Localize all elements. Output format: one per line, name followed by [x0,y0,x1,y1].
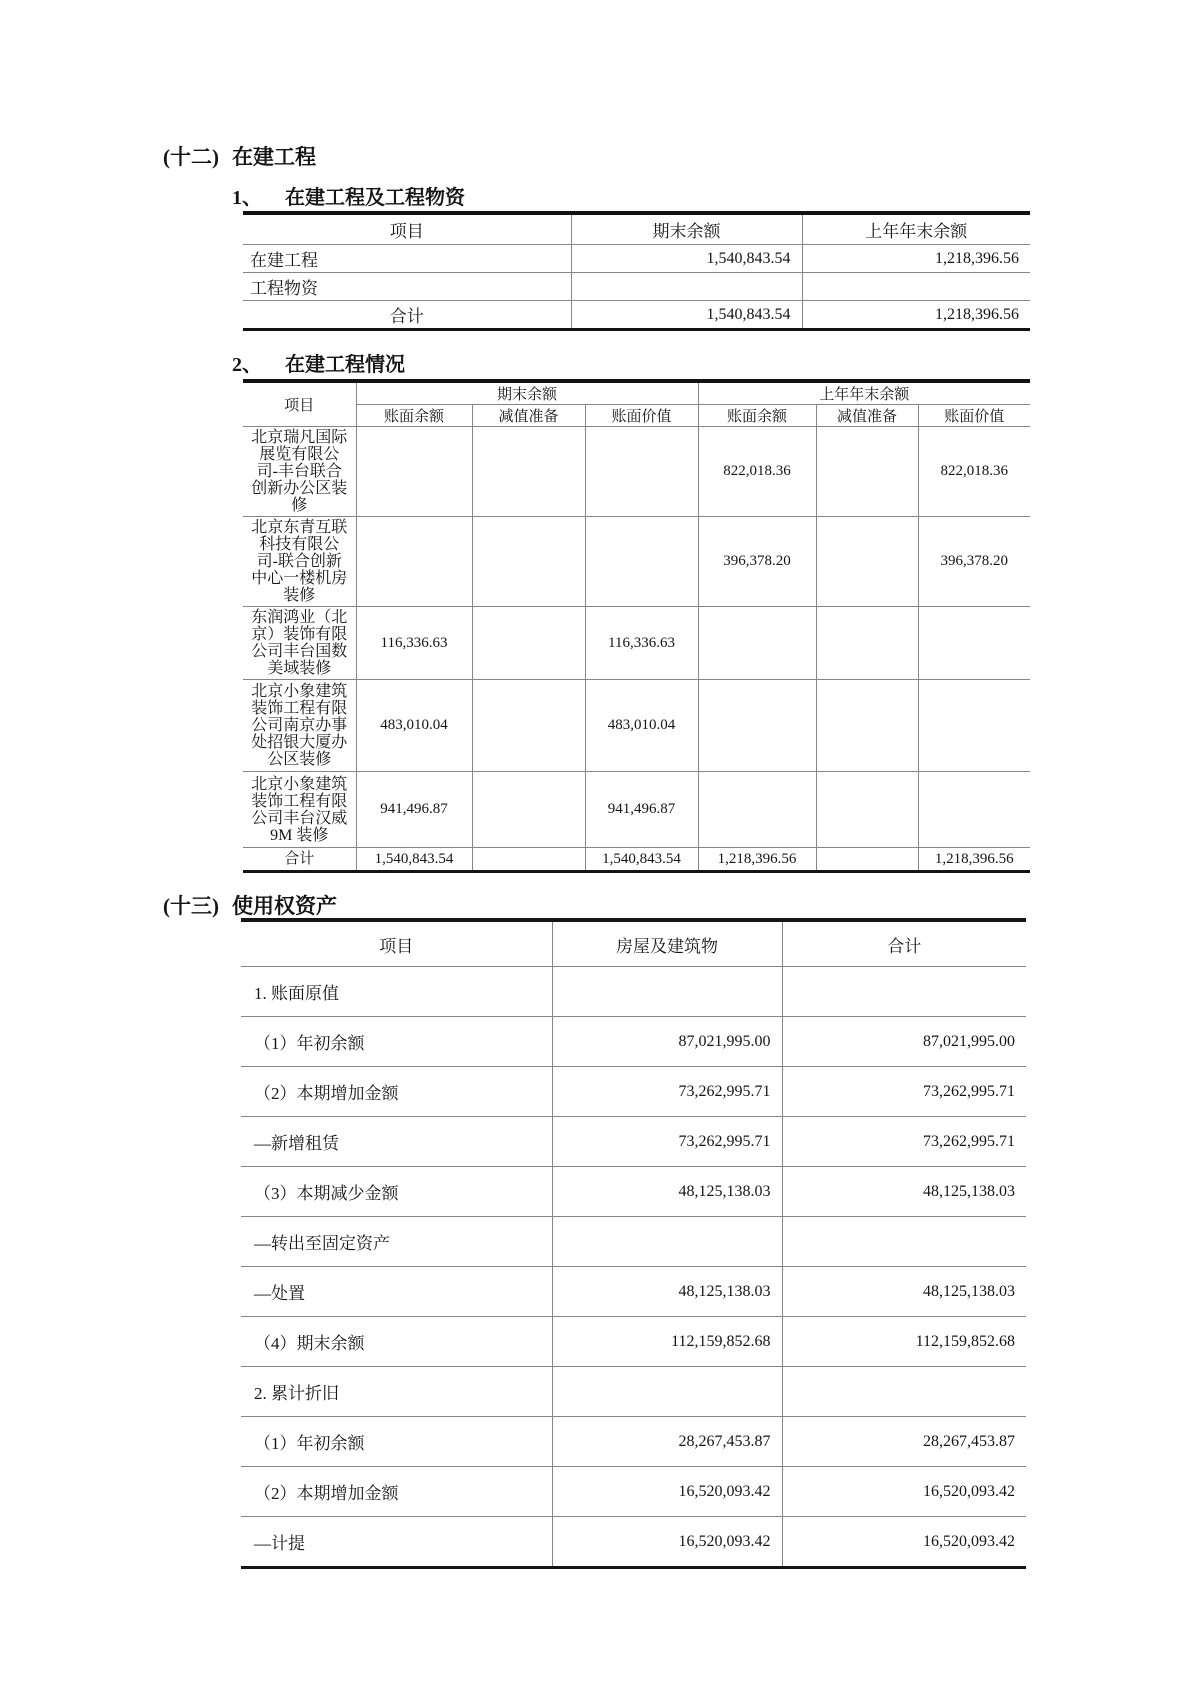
table-cell [472,427,585,517]
table-cell: 期末余额 [356,381,698,405]
table-cell: 账面余额 [698,405,816,427]
table-cell: —处置 [241,1267,552,1317]
table-cell: （3）本期减少金额 [241,1167,552,1217]
table-cell: 73,262,995.71 [782,1117,1026,1167]
table-cell: 1,540,843.54 [585,848,698,872]
section-title: 在建工程 [232,145,316,169]
table-cell [585,517,698,607]
table-cell: 合计 [782,920,1026,967]
table-row [241,1017,1026,1067]
table-row [243,680,1030,772]
table-cell: 项目 [243,213,571,245]
table-header-row [243,213,1030,245]
table-cell: 减值准备 [816,405,918,427]
table-cell [918,680,1030,772]
table-cell: 73,262,995.71 [552,1067,782,1117]
table-cell [918,607,1030,680]
table-cell: —新增租赁 [241,1117,552,1167]
table-cell: 1,540,843.54 [356,848,472,872]
table-cell: 账面价值 [918,405,1030,427]
table-cell: 北京小象建筑装饰工程有限公司南京办事处招银大厦办公区装修 [243,680,356,772]
table-cell: 87,021,995.00 [782,1017,1026,1067]
table-cell: 1,218,396.56 [698,848,816,872]
table-cell: —计提 [241,1517,552,1568]
table-cell: 1,540,843.54 [571,301,802,330]
table-cell: 396,378.20 [698,517,816,607]
table-cell: 1,218,396.56 [802,245,1030,273]
table-cell: 房屋及建筑物 [552,920,782,967]
table-cell: 2. 累计折旧 [241,1367,552,1417]
table-cell [782,1217,1026,1267]
table-cell [472,607,585,680]
table-cell [356,427,472,517]
table-row [241,1117,1026,1167]
table-cell: 28,267,453.87 [782,1417,1026,1467]
table-cell: 1. 账面原值 [241,967,552,1017]
table-cell: 账面价值 [585,405,698,427]
table-cell: 上年年末余额 [802,213,1030,245]
table-cell: 上年年末余额 [698,381,1030,405]
construction-in-progress-detail-table [243,379,1030,873]
section-number: (十三) [163,894,219,918]
table-cell [552,1367,782,1417]
construction-in-progress-summary-table [243,211,1030,331]
table-row [241,967,1026,1017]
table-cell [552,1217,782,1267]
table-cell: 822,018.36 [698,427,816,517]
subsection-title: 在建工程情况 [285,354,405,376]
table-cell: （2）本期增加金额 [241,1067,552,1117]
table-cell: 116,336.63 [585,607,698,680]
table-cell: 16,520,093.42 [552,1467,782,1517]
table-cell: 减值准备 [472,405,585,427]
subsection-number: 2、 [232,354,262,376]
table-cell: 822,018.36 [918,427,1030,517]
table-cell: 北京瑞凡国际展览有限公司-丰台联合创新办公区装修 [243,427,356,517]
table-row [243,607,1030,680]
table-cell: 合计 [243,301,571,330]
table-cell: 48,125,138.03 [782,1267,1026,1317]
table-cell: 112,159,852.68 [552,1317,782,1367]
table-row [241,1317,1026,1367]
table-row [243,772,1030,848]
table-cell: 东润鸿业（北京）装饰有限公司丰台国数美域装修 [243,607,356,680]
table-cell: 116,336.63 [356,607,472,680]
table-row [243,427,1030,517]
table-cell [918,772,1030,848]
table-total-row [243,848,1030,872]
table-cell: （2）本期增加金额 [241,1467,552,1517]
table-row [241,1167,1026,1217]
table-cell: （4）期末余额 [241,1317,552,1367]
table-group-header-row [243,381,1030,405]
table-cell: 28,267,453.87 [552,1417,782,1467]
table-cell: 483,010.04 [585,680,698,772]
subsection-2-heading [232,354,405,377]
table-row [241,1417,1026,1467]
table-cell: 87,021,995.00 [552,1017,782,1067]
table-subheader-row [243,405,1030,427]
table-cell: 1,218,396.56 [802,301,1030,330]
table-cell [802,273,1030,301]
table-cell: 48,125,138.03 [552,1167,782,1217]
table-cell [571,273,802,301]
table-row [241,1467,1026,1517]
table-cell [585,427,698,517]
table-cell: 16,520,093.42 [782,1517,1026,1568]
table-row [241,1367,1026,1417]
table-cell: 项目 [241,920,552,967]
table-cell [472,517,585,607]
table-row [243,273,1030,301]
table-total-row [243,301,1030,330]
table-cell: （1）年初余额 [241,1017,552,1067]
table-cell: 在建工程 [243,245,571,273]
table-cell [816,607,918,680]
table-cell: 北京东青互联科技有限公司-联合创新中心一楼机房装修 [243,517,356,607]
table-row [243,245,1030,273]
table-cell [472,772,585,848]
table-row [241,1267,1026,1317]
table-cell: —转出至固定资产 [241,1217,552,1267]
table-cell: 483,010.04 [356,680,472,772]
table-cell: 73,262,995.71 [782,1067,1026,1117]
table-cell [698,772,816,848]
table-cell: 16,520,093.42 [782,1467,1026,1517]
subsection-title: 在建工程及工程物资 [285,187,465,209]
subsection-1-heading [232,187,465,210]
table-cell: 48,125,138.03 [782,1167,1026,1217]
table-cell [472,680,585,772]
table-cell: 期末余额 [571,213,802,245]
table-cell: 工程物资 [243,273,571,301]
table-cell: 项目 [243,381,356,427]
table-cell [356,517,472,607]
table-cell [816,427,918,517]
table-row [243,517,1030,607]
table-cell [698,680,816,772]
table-cell [782,1367,1026,1417]
table-cell: 合计 [243,848,356,872]
table-cell: 941,496.87 [585,772,698,848]
table-cell: （1）年初余额 [241,1417,552,1467]
table-cell: 941,496.87 [356,772,472,848]
table-cell: 账面余额 [356,405,472,427]
table-cell [782,967,1026,1017]
table-cell [816,848,918,872]
table-cell: 112,159,852.68 [782,1317,1026,1367]
table-cell [552,967,782,1017]
table-cell [698,607,816,680]
section-13-heading [163,894,337,918]
right-of-use-assets-table [241,918,1026,1569]
table-cell: 1,218,396.56 [918,848,1030,872]
table-cell [816,517,918,607]
table-row [241,1217,1026,1267]
table-header-row [241,920,1026,967]
section-12-heading [163,145,316,169]
table-cell: 16,520,093.42 [552,1517,782,1568]
table-cell: 73,262,995.71 [552,1117,782,1167]
section-title: 使用权资产 [232,894,337,918]
table-row [241,1517,1026,1568]
table-cell: 1,540,843.54 [571,245,802,273]
table-cell: 396,378.20 [918,517,1030,607]
section-number: (十二) [163,145,219,169]
table-cell: 48,125,138.03 [552,1267,782,1317]
table-cell [472,848,585,872]
table-cell [816,680,918,772]
table-cell [816,772,918,848]
subsection-number: 1、 [232,187,262,209]
table-row [241,1067,1026,1117]
table-cell: 北京小象建筑装饰工程有限公司丰台汉威9M 装修 [243,772,356,848]
